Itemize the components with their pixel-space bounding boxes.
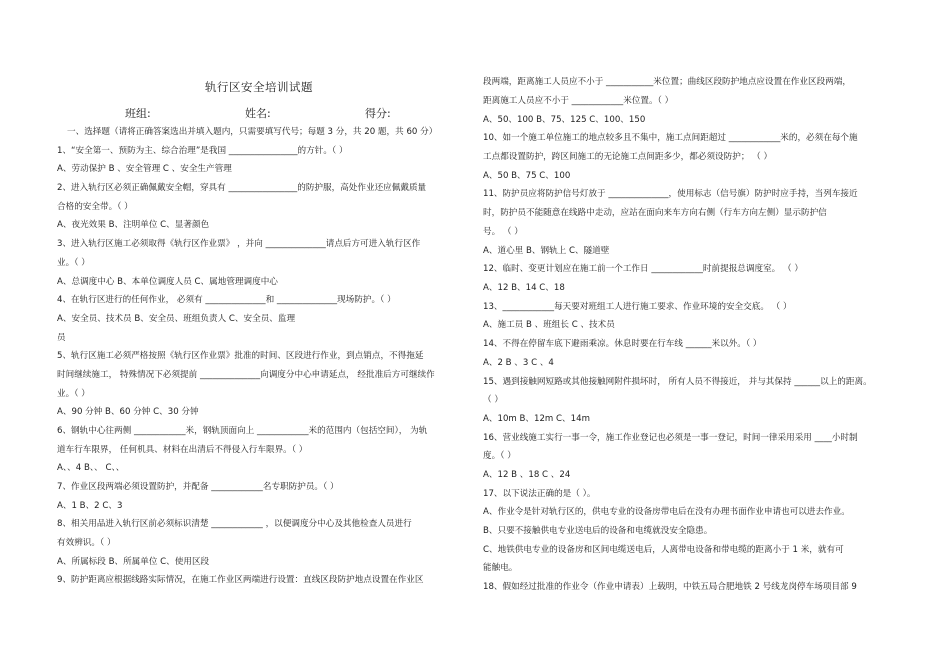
class-field-label: 班组: <box>125 107 151 120</box>
exam-title: 轨行区安全培训试题 <box>205 80 313 94</box>
question-line: 4、在轨行区进行的任何作业， 必须有 ______________和 ______________现场防护。（ ） <box>57 295 396 305</box>
option-line: A、90 分钟 B、60 分钟 C、30 分钟 <box>57 407 199 417</box>
option-line: B、只要不接触供电专业送电后的设备和电缆就没安全隐患。 <box>483 526 713 536</box>
question-line: 16、营业线施工实行一事一令，施工作业登记也必须是一事一登记，时间一律采用采用 ____小时制 <box>483 433 858 443</box>
question-line: 8、相关用品进入轨行区前必须标识清楚 ____________ ，以便调度分中心及其他检查人员进行 <box>57 519 412 529</box>
option-line: 员 <box>57 333 66 343</box>
question-line: 号。 （ ） <box>483 227 523 237</box>
question-line: 时间继续施工， 特殊情况下必须提前 ______________向调度分中心申请延点， 经批准后方可继续作 <box>57 370 435 380</box>
section-heading: 一、选择题（请将正确答案选出并填入题内，只需要填写代号；每题 3 分，共 20 题，共 60 分） <box>67 127 438 137</box>
question-line: 有效辨识。（ ） <box>57 538 116 548</box>
question-line: 工点都设置防护，跨区间施工的无论施工点间距多少，都必须设防护； （ ） <box>483 152 773 162</box>
question-line: （ ） <box>483 395 503 405</box>
question-line: 15、遇到接触网短路或其他接触网附件损坏时， 所有人员不得接近， 并与其保持 ______以上的距离。 <box>483 377 872 387</box>
option-line: A、12 B、14 C、18 <box>483 283 565 293</box>
question-line: 2、进入轨行区必须正确佩戴安全帽，穿具有 ________________的防护服，高处作业还应佩戴质量 <box>57 183 427 193</box>
question-line: 13、____________每天要对班组工人进行施工要求、作业环境的安全交底。 （ ） <box>483 302 792 312</box>
option-line: C、地铁供电专业的设备房和区间电缆送电后，人离带电设备和带电缆的距离小于 1 米，就有可 <box>483 545 844 555</box>
question-line: 3、进入轨行区施工必须取得《轨行区作业票》 ，并向 ______________请点后方可进入轨行区作 <box>57 239 421 249</box>
question-line: 7、作业区段两端必须设置防护，并配备 ____________名专职防护员。（ ） <box>57 482 339 492</box>
question-line: 段两端，距离施工人员应不小于 ___________米位置；曲线区段防护地点应设置在作业区段两端， <box>483 77 851 87</box>
question-line: 18、假如经过批准的作业令（作业申请表）上载明，中铁五局合肥地铁 2 号线龙岗停车场项目部 9 <box>483 582 857 592</box>
option-line: A、、4 B、、 C、、 <box>57 463 125 473</box>
question-line: 业。（ ） <box>57 389 90 399</box>
question-line: 6、钢轨中心往两侧 ____________米，钢轨顶面向上 ____________米的范围内（包括空间）， 为轨 <box>57 426 428 436</box>
question-line: 1、“安全第一、预防为主、综合治理”是我国 ________________的方针。（ ） <box>57 146 348 156</box>
question-line: 合格的安全带。（ ） <box>57 202 133 212</box>
option-line: A、50 B、75 C、100 <box>483 171 571 181</box>
question-line: 业。（ ） <box>57 258 90 268</box>
option-line: 能触电。 <box>483 563 518 573</box>
option-line: A、安全员、技术员 B、安全员、班组负责人 C、安全员、监理 <box>57 314 296 324</box>
option-line: A、道心里 B、钢轨上 C、隧道壁 <box>483 246 610 256</box>
option-line: A、作业令是针对轨行区的，供电专业的设备房带电后在没有办理书面作业申请也可以进去作业。 <box>483 507 850 517</box>
option-line: A、总调度中心 B、本单位调度人员 C、属地管理调度中心 <box>57 277 278 287</box>
question-line: 10、如一个施工单位施工的地点较多且不集中，施工点间距超过 ____________米的，必须在每个施 <box>483 133 858 143</box>
option-line: A、12 B 、18 C 、24 <box>483 470 571 480</box>
question-line: 度。（ ） <box>483 451 516 461</box>
question-line: 距离施工人员应不小于 ____________米位置。（ ） <box>483 96 674 106</box>
question-line: 9、防护距离应根据线路实际情况，在施工作业区两端进行设置：直线区段防护地点设置在作业区 <box>57 575 424 585</box>
question-line: 道车行车限界， 任何机具、材料在出清后不得侵入行车限界。（ ） <box>57 445 308 455</box>
question-line: 11、防护员应将防护信号灯放于 ______________，使用标志（信号旗）防护时应手持，当列车接近 <box>483 189 858 199</box>
question-line: 17、以下说法正确的是（ ）。 <box>483 489 596 499</box>
option-line: A、1 B、2 C、3 <box>57 501 123 511</box>
option-line: A、50、100 B、75、125 C、100、150 <box>483 115 646 125</box>
option-line: A、10m B、12m C、14m <box>483 414 590 424</box>
question-line: 12、临时、变更计划应在施工前一个工作日 ____________时前提报总调度室。 （ ） <box>483 264 803 274</box>
option-line: A、施工员 B 、班组长 C 、技术员 <box>483 320 615 330</box>
question-line: 5、轨行区施工必须严格按照《轨行区作业票》批准的时间、区段进行作业，到点销点，不得拖延 <box>57 351 424 361</box>
score-field-label: 得分: <box>365 107 391 120</box>
option-line: A、劳动保护 B 、安全管理 C 、安全生产管理 <box>57 164 232 174</box>
option-line: A、2 B 、3 C 、4 <box>483 358 554 368</box>
option-line: A、所属标段 B、所属单位 C、使用区段 <box>57 557 210 567</box>
name-field-label: 姓名: <box>245 107 271 120</box>
question-line: 14、不得在停留车底下避雨乘凉。休息时要在行车线 ______米以外。（ ） <box>483 339 762 349</box>
option-line: A、夜光效果 B、注明单位 C、显著颜色 <box>57 220 210 230</box>
question-line: 时，防护员不能随意在线路中走动，应站在面向来车方向右侧（行车方向左侧）显示防护信 <box>483 208 827 218</box>
